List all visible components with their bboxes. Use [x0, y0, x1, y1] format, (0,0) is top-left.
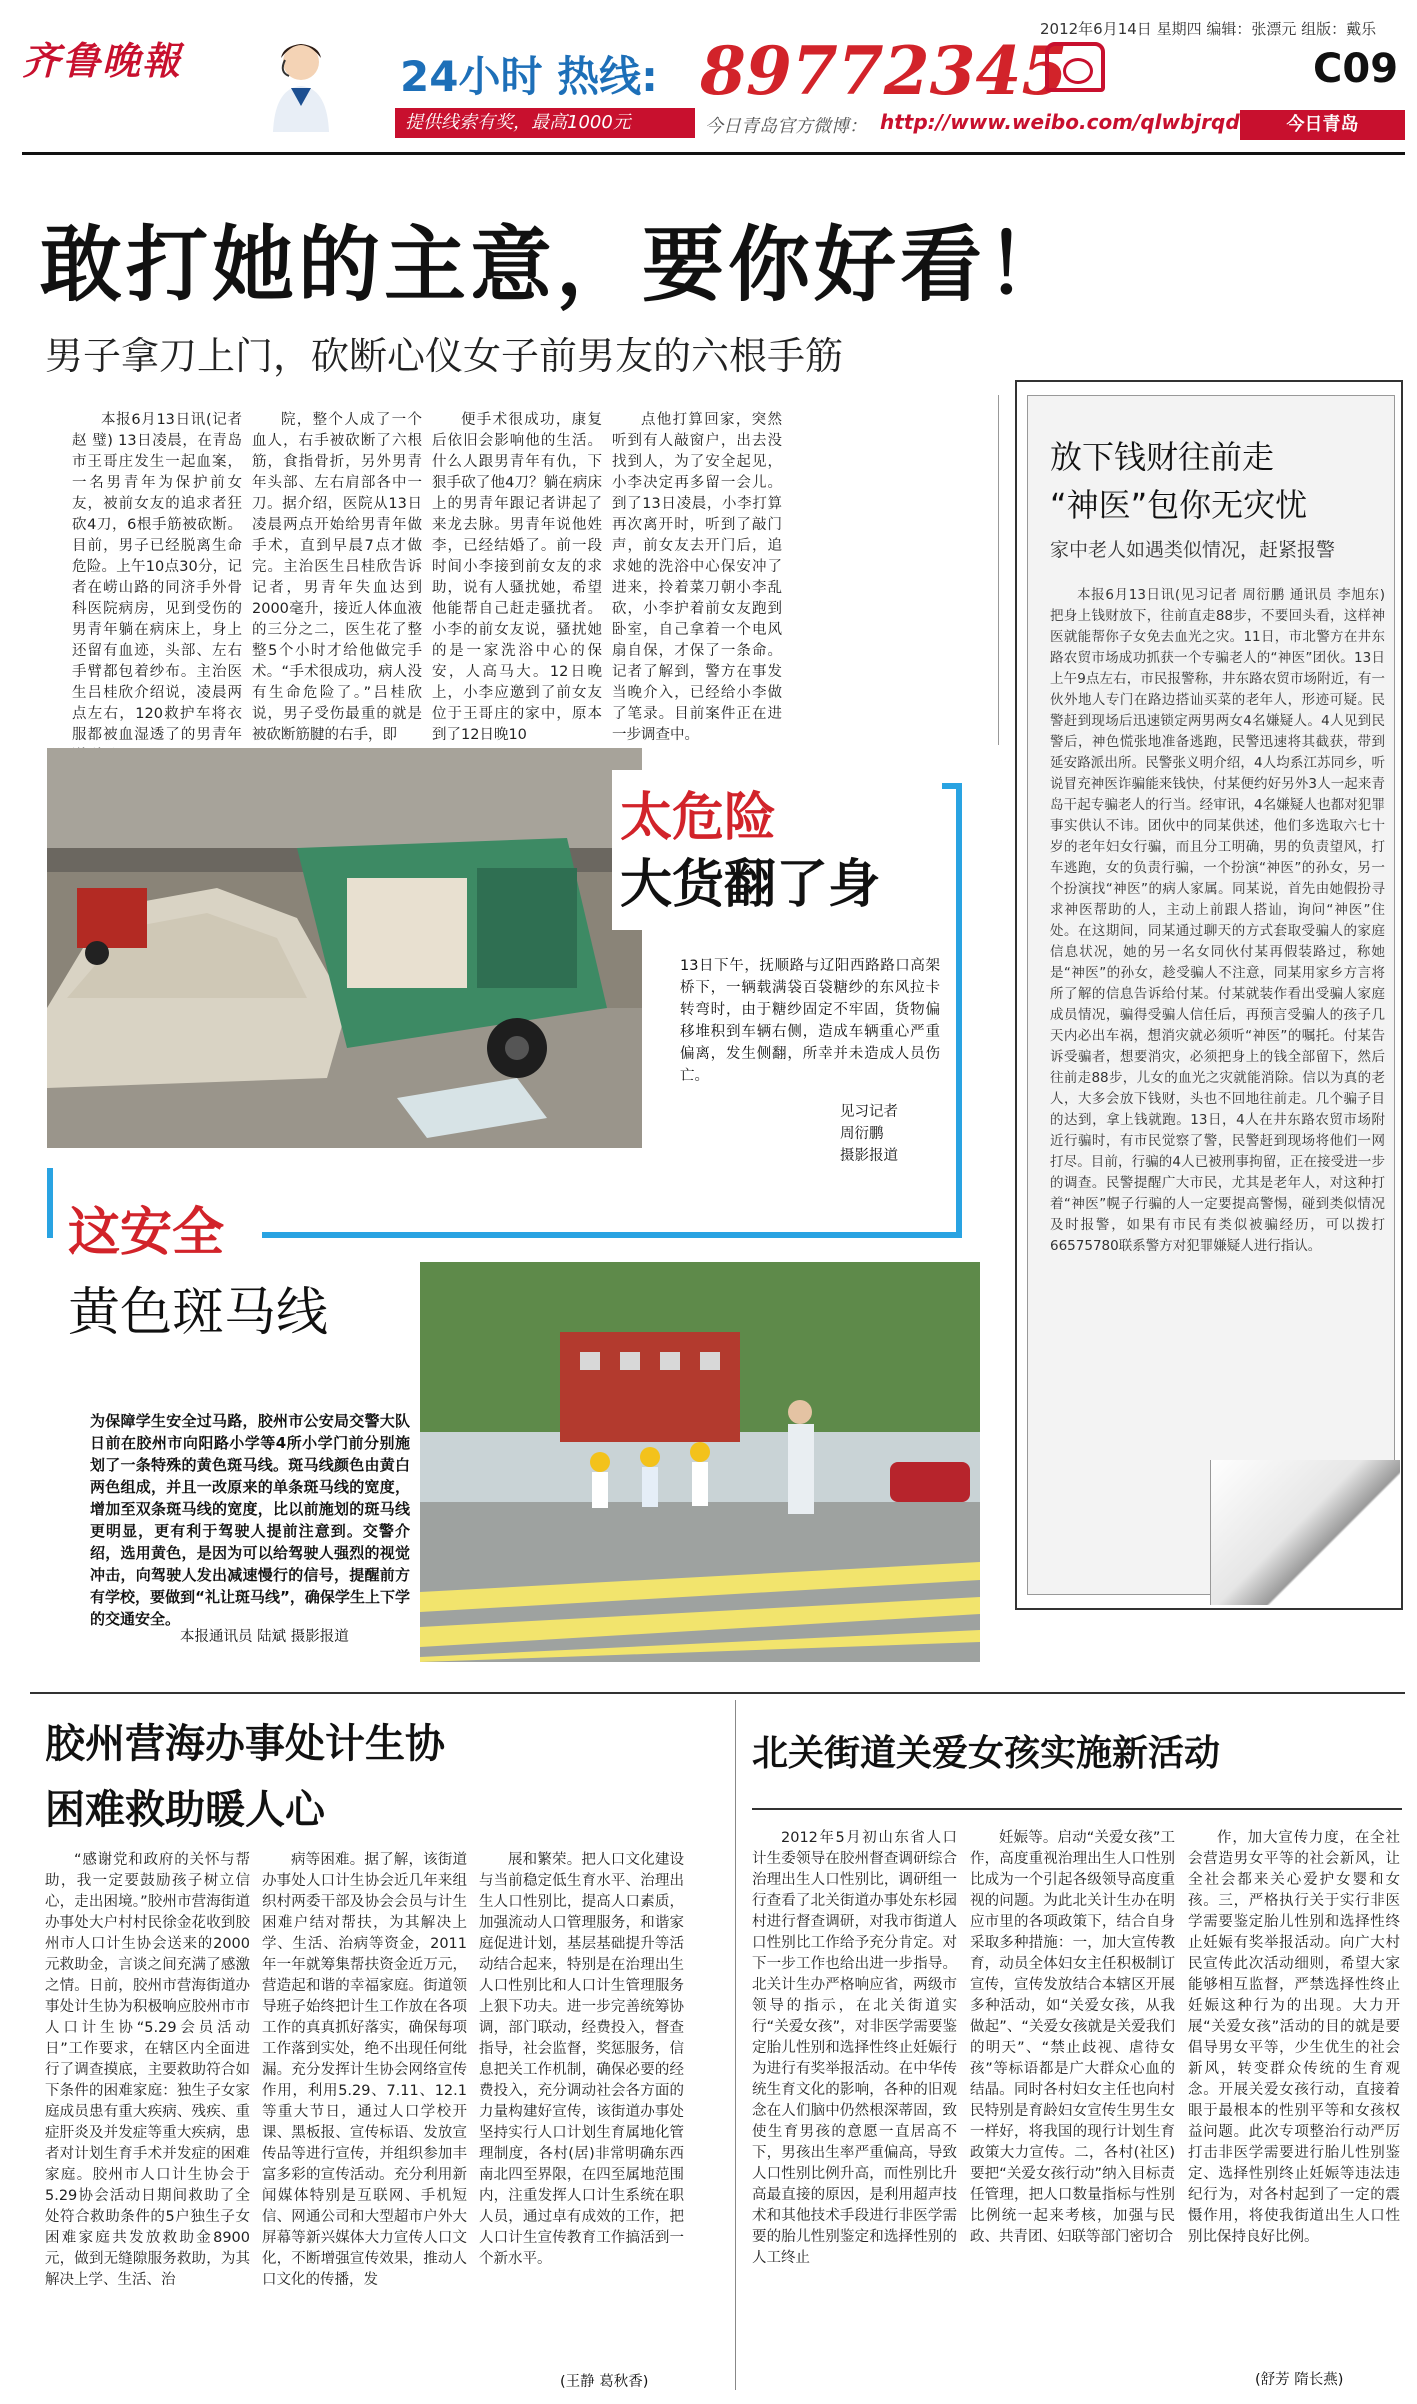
weibo-label: 今日青岛官方微博：	[705, 116, 867, 137]
article3-column-1: 2012年5月初山东省人口计生委领导在胶州督查调研综合治理出生人口性别比，调研组一行查看了北关街道办事处东杉园村进行督查调研，对我市街道人口性别比工作给予充分肯定。对下一步工作也给出进一步指导。北关计生办严格响应省，两级市领导的指示，在北关街道实行“关爱女孩”，对非医学需要鉴定胎儿性别和选择性终止妊娠行为进行有奖举报活动。在中华传统生育文化的影响，各种的旧观念在人们脑中仍然根深蒂固，致使生育男孩的意愿一直居高不下，男孩出生率严重偏高，导致人口性别比例升高，而性别比升高最直接的原因，是利用超声技术和其他技术手段进行非医学需要的胎儿性别鉴定和选择性别的人工终止	[752, 1830, 957, 2266]
zebra-headline-black: 黄色斑马线	[68, 1283, 329, 1343]
lead-column-1: 本报6月13日讯(记者 赵 璧) 13日凌晨，在青岛市王哥庄发生一起血案，一名男青年为保护前女友，被前女友的追求者狂砍4刀，6根手筋被砍断。目前，男子已经脱离生命危险。上午10点30分，记者在崂山路的同济手外骨科医院病房，见到受伤的男青年躺在病床上，身上还留有血迹，头部、左右手臂都包着纱布。主治医生吕桂欣介绍说，凌晨两点左右，120救护车将衣服都被血湿透了的男青年	[72, 412, 242, 743]
lead-subheadline: 男子拿刀上门，砍断心仪女子前男友的六根手筋	[45, 334, 844, 378]
header-divider	[22, 152, 1405, 155]
column-divider-lower	[735, 1700, 736, 2390]
article3-title-rule	[752, 1808, 1402, 1810]
accent-frame-left	[47, 1168, 53, 1238]
article2-title-line2: 困难救助暖人心	[45, 1787, 325, 1833]
article3-column-3: 作，加大宣传力度，在全社会营造男女平等的社会新风，让全社会都来关心爱护女婴和女孩。三，严格执行关于实行非医学需要鉴定胎儿性别和选择性终止妊娠有奖举报活动。向广大村民宣传此次活动细则，希望大家能够相互监督，严禁选择性终止妊娠这种行为的出现。大力开展“关爱女孩”活动的目的就是要倡导男女平等，少生优生的社会新风，转变群众传统的生育观念。开展关爱女孩行动，直接着眼于最根本的性别平等和女孩权益问题。此次专项整治行动严厉打击非医学需要进行胎儿性别鉴定、选择性别终止妊娠等违法违纪行为，对各村起到了一定的震慑作用，将使我街道出生人口性别比保持良好比例。	[1188, 1830, 1400, 2245]
truck-headline-red: 太危险	[620, 788, 777, 848]
truck-caption: 13日下午，抚顺路与辽阳西路路口高架桥下，一辆载满袋百袋糖纱的东风拉卡转弯时，由于糖纱固定不牢固，货物偏移堆积到车辆右侧，造成车辆重心严重偏离，发生侧翻，所幸并未造成人员伤亡。	[680, 958, 940, 1084]
column-divider	[998, 395, 999, 745]
zebra-headline-red: 这安全	[68, 1203, 225, 1263]
article2-title-line1: 胶州营海办事处计生协	[45, 1721, 445, 1767]
masthead-logo: 齐鲁晚報	[22, 38, 183, 83]
lower-section-divider	[30, 1692, 1405, 1694]
hotline-avatar	[265, 36, 337, 132]
article3-column-2: 妊娠等。启动“关爱女孩”工作，高度重视治理出生人口性别比成为一个引起各级领导高度重视的问题。为此北关计生办在明应市里的各项政策下，结合自身采取多种措施：一，加大宣传教育，动员全体妇女主任积极制订宣传，宣传发放结合本辖区开展多种活动，如“关爱女孩，从我做起”、“关爱女孩就是关爱我们的明天”、“禁止歧视、虐待女孩”等标语都是广大群众心血的结晶。同时各村妇女主任也向村民特别是育龄妇女宣传生男生女一样好，将我国的现行计划生育政策大力宣传。二，各村(社区)要把“关爱女孩行动”纳入目标责任管理，把人口数量指标与性别比例统一起来考核，加强与民政、共青团、妇联等部门密切合	[970, 1830, 1175, 2245]
lead-column-4: 点他打算回家，突然听到有人敲窗户，出去没找到人，为了安全起见，小李决定再多留一会儿。到了13日凌晨，小李打算再次离开时，听到了敲门声，前女友去开门后，追求她的洗浴中心保安冲了进来，拎着菜刀朝小李乱砍，小李护着前女友跑到卧室，自己拿着一个电风扇自保，才保了一条命。记者了解到，警方在事发当晚介入，已经给小李做了笔录。目前案件正在进一步调查中。	[612, 412, 782, 743]
zebra-caption: 为保障学生安全过马路，胶州市公安局交警大队日前在胶州市向阳路小学等4所小学门前分别施划了一条特殊的黄色斑马线。斑马线颜色由黄白两色组成，并且一改原来的单条斑马线的宽度，增加至双条斑马线的宽度，比以前施划的斑马线更明显，更有利于驾驶人提前注意到。交警介绍，选用黄色，是因为可以给驾驶人强烈的视觉冲击，向驾驶人发出减速慢行的信号，提醒前方有学校，要做到“礼让斑马线”，确保学生上下学的交通安全。	[90, 1412, 410, 1628]
page-code: C09	[1313, 46, 1399, 92]
article2-column-3: 展和繁荣。把人口文化建设与当前稳定低生育水平、治理出生人口性别比，提高人口素质，加强流动人口管理服务，和谐家庭促进计划，基层基础提升等活动结合起来，特别是在治理出生人口性别比和人口计生管理服务上狠下功夫。进一步完善统筹协调，部门联动，经费投入，督查指导，社会监督，奖惩服务，信息把关工作机制，确保必要的经费投入，充分调动社会各方面的力量构建好宣传，该街道办事处坚持实行人口计划生育属地化管理制度，各村(居)非常明确东西南北四至界限，在四至属地范围内，注重发挥人口计生系统在职人员，通过卓有成效的工作，把人口计生宣传教育工作搞活到一个新水平。	[479, 1852, 684, 2267]
sidebar-body: 本报6月13日讯(见习记者 周衍鹏 通讯员 李旭东) 把身上钱财放下，往前直走88步，不要回头看，这样神医就能帮你子女免去血光之灾。11日，市北警方在井东路农贸市场成功抓获一个专骗老人的“神医”团伙。13日上午9点左右，市民报警称，井东路农贸市场附近，有一伙外地人专门在路边搭讪买菜的老年人，形迹可疑。民警赶到现场后迅速锁定两男两女4名嫌疑人。4人见到民警后，神色慌张地准备逃跑，民警迅速将其截获，带到延安路派出所。民警张义明介绍，4人均系江苏同乡，听说冒充神医诈骗能来钱快，付某便约好另外3人一起来青岛干起专骗老人的行当。经审讯，4名嫌疑人也都对犯罪事实供认不讳。团伙中的同某供述，他们多选取六七十岁的老年妇女行骗，而且分工明确，男的负责望风，打车逃跑，女的负责行骗，一个扮演“神医”的孙女，另一个扮演找“神医”的病人家属。同某说，首先由她假扮寻求神医帮助的人，主动上前跟人搭讪，询问“神医”住处。在这期间，同某通过聊天的方式套取受骗人的家庭信息状况，她的另一名女同伙付某再假装路过，称她是“神医”的孙女，趁受骗人不注意，同某用家乡方言将所了解的信息告诉给付某。付某就装作看出受骗人家庭成员情况，骗得受骗人信任后，再预言受骗人的孩子几天内必出车祸，想消灾就必须听“神医”的嘱托。付某告诉受骗者，想要消灾，必须把身上的钱全部留下，然后往前走88步，儿女的血光之灾就能消除。信以为真的老人，大多会放下钱财，头也不回地往前走。几个骗子目的达到，拿上钱就跑。13日，4人在井东路农贸市场附近行骗时，有市民觉察了警，民警赶到现场将他们一网打尽。目前，行骗的4人已被刑事拘留，正在接受进一步的调查。民警提醒广大市民，尤其是老年人，对这种打着“神医”幌子行骗的人一定要提高警惕，碰到类似情况及时报警，如果有市民有类似被骗经历，可以拨打66575780联系警方对犯罪嫌疑人进行指认。	[1050, 587, 1385, 1254]
zebra-crossing-photo	[420, 1262, 980, 1662]
truck-credit-name: 周衍鹏	[840, 1126, 884, 1142]
article2-column-1: “感谢党和政府的关怀与帮助，我一定要鼓励孩子树立信心，走出困境。”胶州市营海街道办事处大户村村民徐金花收到胶州市人口计生协会送来的2000元救助金，言谈之间充满了感激之情。日前，胶州市营海街道办事处计生协为积极响应胶州市市人口计生协“5.29会员活动日”工作要求，在辖区内全面进行了调查摸底，主要救助符合如下条件的困难家庭：独生子女家庭成员患有重大疾病、残疾、重症肝炎及并发症等重大疾病，患者对计划生育手术并发症的困难家庭。胶州市人口计生协会于5.29协会活动日期间救助了全处符合救助条件的5户独生子女困难家庭共发放救助金8900元，做到无缝隙服务救助，为其解决上学、生活、治	[45, 1852, 250, 2288]
article3-title: 北关街道关爱女孩实施新活动	[752, 1733, 1221, 1774]
lead-headline: 敢打她的主意，要你好看！	[40, 217, 1073, 313]
accent-frame-right	[956, 783, 962, 1238]
truck-credit-role: 见习记者	[840, 1104, 898, 1120]
article2-byline: (王静 葛秋香)	[560, 2374, 649, 2390]
page-curl-decoration	[1210, 1460, 1400, 1605]
section-label: 今日青岛	[1240, 110, 1405, 140]
accent-frame-bottom	[262, 1232, 962, 1238]
issue-meta: 2012年6月14日 星期四 编辑：张漂元 组版：戴乐	[1040, 20, 1377, 38]
article2-column-2: 病等困难。据了解，该街道办事处人口计生协会近几年来组织村两委干部及协会会员与计生困难户结对帮扶，为其解决上学、生活、治病等资金，2011年一年就筹集帮扶资金近万元，营造起和谐的幸福家庭。街道领导班子始终把计生工作放在各项工作的真真抓好落实，确保每项工作落到实处，绝不出现任何纰漏。充分发挥计生协会网络宣传作用，利用5.29、7.11、12.1等重大节日，通过人口学校开课、黑板报、宣传标语、发放宣传品等进行宣传，并组织参加丰富多彩的宣传活动。充分利用新闻媒体特别是互联网、手机短信、网通公司和大型超市户外大屏幕等新兴媒体大力宣传人口文化，不断增强宣传效果，推动人口文化的传播，发	[262, 1852, 467, 2288]
article3-byline: (舒芳 隋长燕)	[1255, 2372, 1344, 2388]
weibo-link[interactable]: http://www.weibo.com/qlwbjrqd	[880, 110, 1240, 134]
sidebar-title-line1: 放下钱财往前走	[1050, 438, 1275, 476]
truck-rollover-photo	[47, 748, 642, 1148]
lead-column-3: 便手术很成功，康复后依旧会影响他的生活。什么人跟男青年有仇，下狠手砍了他4刀？躺在病床上的男青年跟记者讲起了来龙去脉。男青年说他姓李，已经结婚了。前一段时间小李接到前女友的求助，说有人骚扰她，希望他能帮自己赶走骚扰者。小李的前女友说，骚扰她的是一家洗浴中心的保安，人高马大。12日晚上，小李应邀到了前女友位于王哥庄的家中，原本到了12日晚10	[432, 412, 602, 743]
telephone-icon	[1045, 42, 1105, 92]
lead-column-2: 院，整个人成了一个血人，右手被砍断了六根筋，食指骨折，另外男青年头部、左右肩部各中一刀。据介绍，医院从13日凌晨两点开始给男青年做手术，直到早晨7点才做完。主治医生吕桂欣告诉记者，男青年失血达到2000毫升，接近人体血液的三分之二，医生花了整整5个小时才给他做完手术。“手术很成功，病人没有生命危险了。”吕桂欣说，男子受伤最重的就是被砍断筋腱的右手，即	[252, 412, 422, 743]
truck-credit-type: 摄影报道	[840, 1148, 898, 1164]
hotline-number: 89772345	[700, 32, 1068, 110]
truck-headline-black: 大货翻了身	[620, 855, 881, 915]
sidebar-subtitle: 家中老人如遇类似情况，赶紧报警	[1050, 539, 1336, 561]
hotline-label: 24小时 热线:	[400, 52, 658, 101]
sidebar-title-line2: “神医”包你无灾忧	[1050, 486, 1308, 524]
zebra-credit: 本报通讯员 陆斌 摄影报道	[180, 1629, 349, 1645]
reward-banner: 提供线索有奖，最高1000元	[395, 108, 695, 138]
